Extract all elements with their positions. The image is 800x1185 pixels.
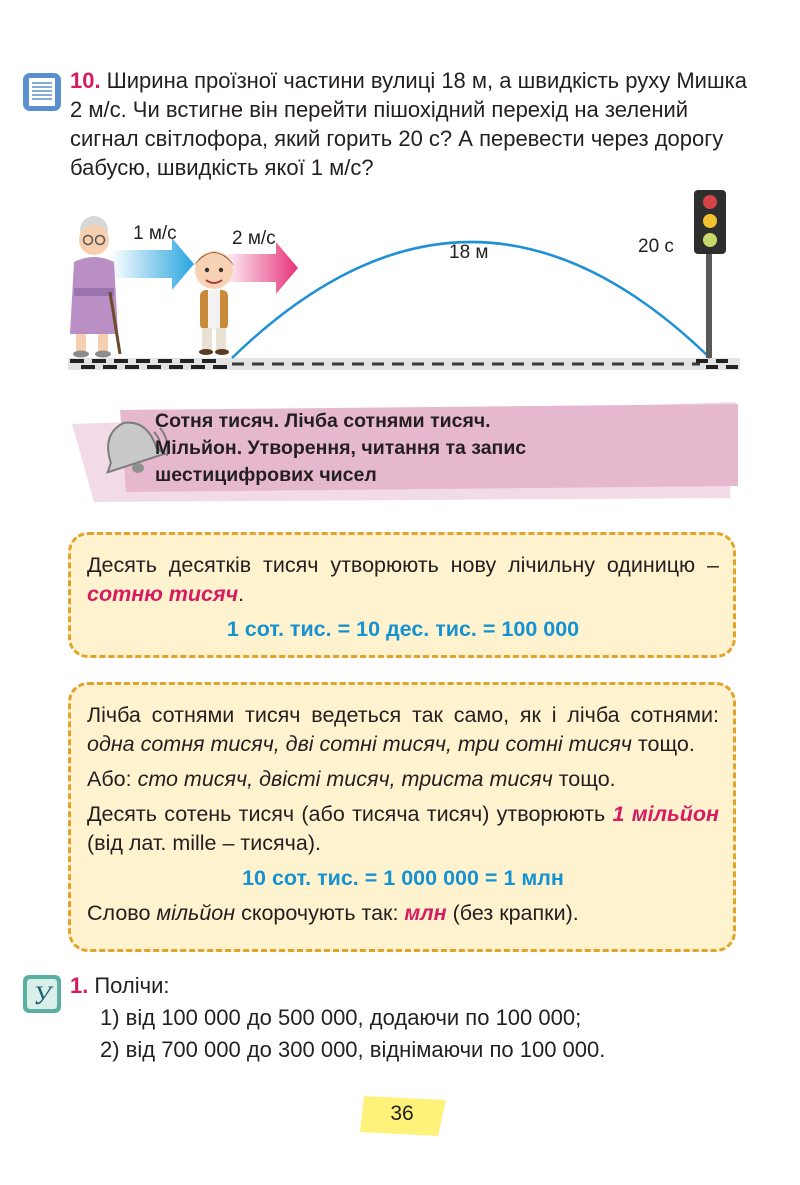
topic-title bbox=[155, 408, 715, 489]
traffic-light bbox=[694, 190, 726, 358]
rule1-formula: 1 сот. тис. = 10 дес. тис. = 100 000 bbox=[226, 617, 580, 641]
light-time-label: 20 с bbox=[638, 236, 674, 257]
rule2-paragraph-3: Десять сотень тисяч (або тисяча тисяч) утворюють 1 мільйон (від лат. mille – тисяча). bbox=[87, 802, 720, 855]
exercise-1 bbox=[70, 970, 750, 1066]
task-number: 10. bbox=[70, 68, 101, 93]
rule2-paragraph-2: Або: сто тисяч, двісті тисяч, триста тисяч тощо. bbox=[87, 767, 616, 791]
term-mln: млн bbox=[404, 901, 447, 925]
exercise-item-2: 2) від 700 000 до 300 000, віднімаючи по 100 000. bbox=[100, 1037, 606, 1062]
rule-box-hundred-thousand bbox=[68, 532, 736, 658]
rule2-paragraph-1: Лічба сотнями тисяч ведеться так само, як і лічба сотнями: одна сотня тисяч, дві сотні тисяч, три сотні тисяч тощо. bbox=[87, 703, 719, 756]
task-text: Ширина проїзної частини вулиці 18 м, а швидкість руху Мишка 2 м/с. Чи встигне він перейти пішохідний перехід на зелений сигнал світлофора, який горить 20 с? А перевести через дорогу бабусю, швидкість якої 1 м/с? bbox=[70, 68, 747, 180]
topic-line-3: шестицифрових чисел bbox=[155, 464, 377, 486]
rule-box-million bbox=[68, 682, 736, 952]
boy-speed-label: 2 м/с bbox=[232, 228, 276, 249]
rule2-paragraph-4: Слово мільйон скорочують так: млн (без крапки). bbox=[87, 901, 579, 925]
page-number: 36 bbox=[390, 1102, 414, 1125]
notebook-icon bbox=[22, 72, 62, 112]
grandma-figure bbox=[70, 216, 120, 358]
road bbox=[68, 358, 740, 370]
svg-text:У: У bbox=[33, 981, 51, 1010]
rule2-formula: 10 сот. тис. = 1 000 000 = 1 млн bbox=[242, 866, 564, 890]
exercise-number: 1. bbox=[70, 973, 89, 998]
distance-label: 18 м bbox=[449, 242, 489, 263]
exercise-title: Полічи: bbox=[94, 973, 170, 998]
rule1-text: Десять десятків тисяч утворюють нову лічильну одиницю – сотню тисяч. bbox=[87, 553, 719, 606]
term-million: 1 мільйон bbox=[612, 802, 720, 826]
topic-line-1: Сотня тисяч. Лічба сотнями тисяч. bbox=[155, 410, 491, 432]
oral-exercise-icon bbox=[22, 974, 62, 1014]
blue-arrow bbox=[110, 238, 194, 290]
exercise-item-1: 1) від 100 000 до 500 000, додаючи по 100 000; bbox=[100, 1005, 582, 1030]
topic-line-2: Мільйон. Утворення, читання та запис bbox=[155, 437, 527, 459]
boy-figure bbox=[194, 251, 234, 355]
grandma-speed-label: 1 м/с bbox=[133, 223, 177, 244]
term-hundred-thousand: сотню тисяч bbox=[87, 582, 239, 606]
task-10 bbox=[70, 66, 750, 182]
crossing-illustration bbox=[60, 188, 750, 380]
